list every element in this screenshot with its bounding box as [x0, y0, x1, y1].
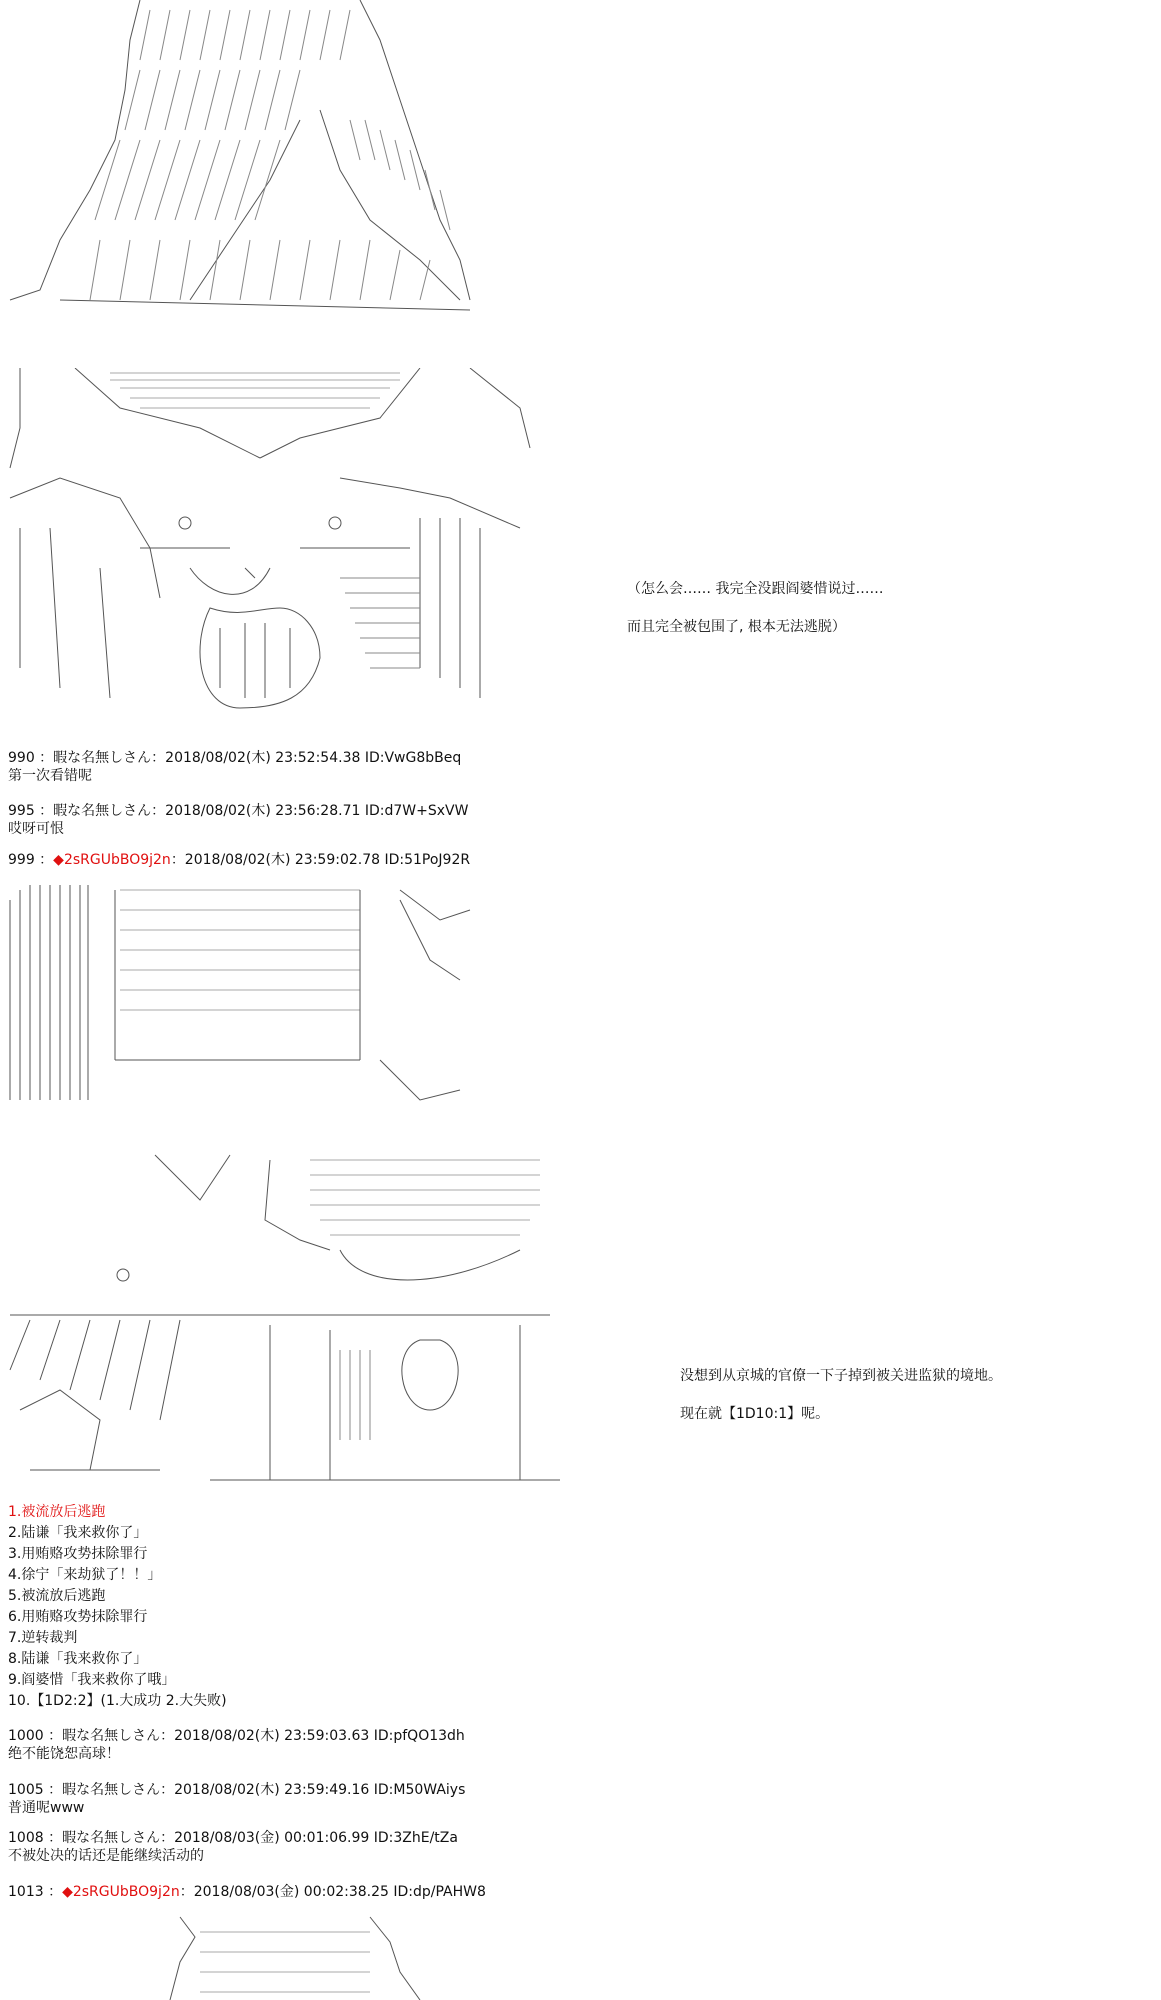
post-header: 1000 ：暇な名無しさん：2018/08/02(木) 23:59:03.63 ID:pfQO13dh [8, 1728, 465, 1744]
narration-line: （怎么会…… 我完全没跟阎婆惜说过…… [627, 581, 884, 597]
post-header-author [8, 1883, 486, 1901]
choice-list [8, 1502, 227, 1712]
choice-item: 2.陆谦「我来救你了」 [8, 1525, 148, 1541]
post-number: 999 ： [8, 852, 54, 868]
narration-line: 没想到从京城的官僚一下子掉到被关进监狱的境地。 [680, 1368, 1002, 1384]
ascii-art-bottom-fragment [0, 1912, 480, 2000]
post-header: 1005 ：暇な名無しさん：2018/08/02(木) 23:59:49.16 ID:M50WAiys [8, 1782, 466, 1798]
ascii-art-shocked-face [0, 368, 540, 738]
post-body: 普通呢www [8, 1800, 85, 1816]
post-body: 绝不能饶恕高球！ [8, 1746, 120, 1762]
choice-item: 9.阎婆惜「我来救你了哦」 [8, 1672, 176, 1688]
ascii-art-figure-in-cell [0, 1150, 570, 1490]
post-header: 1008 ：暇な名無しさん：2018/08/03(金) 00:01:06.99 ID:3ZhE/tZa [8, 1830, 458, 1846]
post-body: 第一次看错呢 [8, 768, 92, 784]
post-meta: ：2018/08/03(金) 00:02:38.25 ID:dp/PAHW8 [179, 1884, 486, 1900]
choice-item: 10.【1D2:2】(1.大成功 2.大失败) [8, 1693, 227, 1709]
choice-item: 7.逆转裁判 [8, 1630, 78, 1646]
post-header: 995 ：暇な名無しさん：2018/08/02(木) 23:56:28.71 ID:d7W+SxVW [8, 803, 469, 819]
choice-item: 6.用贿赂攻势抹除罪行 [8, 1609, 148, 1625]
ascii-art-figure-top [0, 0, 480, 330]
post-meta: ：2018/08/02(木) 23:59:02.78 ID:51PoJ92R [170, 852, 471, 868]
choice-item-selected: 1.被流放后逃跑 [8, 1504, 106, 1520]
ascii-art-prison-bars [0, 880, 480, 1110]
narration-line: 而且完全被包围了, 根本无法逃脱） [627, 619, 846, 635]
choice-item: 5.被流放后逃跑 [8, 1588, 106, 1604]
narration-line: 现在就【1D10:1】呢。 [680, 1406, 830, 1422]
choice-item: 8.陆谦「我来救你了」 [8, 1651, 148, 1667]
post-header-author [8, 851, 470, 869]
author-trip: ◆2sRGUbBO9j2n [62, 1884, 180, 1900]
post-number: 1013 ： [8, 1884, 63, 1900]
choice-item: 4.徐宁「来劫狱了！！」 [8, 1567, 162, 1583]
author-trip: ◆2sRGUbBO9j2n [53, 852, 171, 868]
choice-item: 3.用贿赂攻势抹除罪行 [8, 1546, 148, 1562]
post-body: 哎呀可恨 [8, 821, 64, 837]
post-body: 不被处决的话还是能继续活动的 [8, 1848, 204, 1864]
post-header: 990 ：暇な名無しさん：2018/08/02(木) 23:52:54.38 ID:VwG8bBeq [8, 750, 462, 766]
